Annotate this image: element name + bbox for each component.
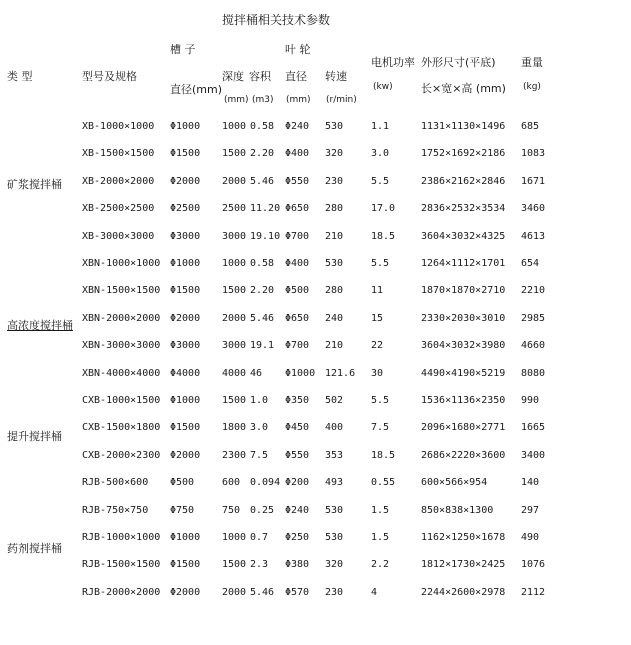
dimensions-cell: 2836×2532×3534 [421,203,506,215]
tank-depth-cell: 1000 [222,532,247,543]
category-label: 药剂搅拌桶 [7,542,62,555]
motor-power-cell: 4 [371,586,378,598]
tank-depth-cell: 1500 [222,148,247,160]
dimensions-cell: 1264×1112×1701 [421,258,506,269]
weight-header: 重量 [521,56,543,69]
impeller-speed-cell: 502 [325,395,344,406]
impeller-diameter-cell: Φ450 [285,422,310,434]
model-cell: RJB-1000×1000 [82,532,161,543]
weight-cell: 490 [521,532,540,543]
dimensions-cell: 2244×2600×2978 [421,586,506,598]
table-row [0,120,631,146]
weight-cell: 1076 [521,559,546,571]
weight-cell: 2985 [521,312,546,324]
tank-group-header: 槽 子 [170,43,196,56]
motor-power-cell: 0.55 [371,477,396,489]
tank-depth-cell: 2000 [222,586,247,598]
tank-volume-cell: 19.1 [250,340,275,352]
tank-diameter-cell: Φ750 [170,504,195,516]
table-row [0,394,631,420]
model-cell: CXB-1500×1800 [82,422,161,434]
model-cell: XBN-1500×1500 [82,285,161,297]
impeller-speed-cell: 400 [325,422,344,434]
model-cell: XBN-3000×3000 [82,340,161,352]
weight-cell: 2112 [521,586,546,598]
weight-cell: 4613 [521,230,546,242]
impeller-speed-cell: 280 [325,203,344,215]
tank-depth-cell: 2300 [222,449,247,461]
dimensions-cell: 1131×1130×1496 [421,121,506,132]
tank-volume-cell: 11.20 [250,203,281,215]
tank-volume-cell: 2.20 [250,285,275,297]
tank-depth-cell: 1000 [222,258,247,269]
impeller-diameter-cell: Φ240 [285,121,310,132]
impeller-speed-cell: 240 [325,312,344,324]
motor-power-cell: 18.5 [371,230,396,242]
tank-depth-cell: 3000 [222,340,247,352]
table-row [0,421,631,447]
impeller-diameter-cell: Φ240 [285,504,310,516]
motor-power-cell: 3.0 [371,148,390,160]
tank-depth-cell: 1500 [222,559,247,571]
volume-unit: (m3) [252,95,274,105]
impeller-speed-cell: 210 [325,230,344,242]
impeller-diameter-cell: Φ200 [285,477,310,489]
motor-power-cell: 11 [371,285,384,297]
weight-cell: 654 [521,258,540,269]
weight-cell: 685 [521,121,540,132]
motor-power-cell: 5.5 [371,258,390,269]
tank-depth-cell: 750 [222,504,241,516]
motor-power-cell: 5.5 [371,395,390,406]
model-cell: CXB-1000×1500 [82,395,161,406]
tank-diameter-cell: Φ4000 [170,367,201,379]
tank-volume-cell: 0.58 [250,258,275,269]
table-row [0,504,631,530]
model-cell: XBN-4000×4000 [82,367,161,379]
motor-power-cell: 1.5 [371,504,390,516]
model-header: 型号及规格 [82,70,137,83]
tank-volume-cell: 1.0 [250,395,269,406]
impeller-group-header: 叶 轮 [285,43,311,56]
dimensions-cell: 2096×1680×2771 [421,422,506,434]
impeller-diameter-header: 直径 [285,70,307,83]
tank-depth-cell: 3000 [222,230,247,242]
impeller-diameter-cell: Φ500 [285,285,310,297]
dimensions-cell: 1162×1250×1678 [421,532,506,543]
tank-volume-cell: 0.7 [250,532,269,543]
impeller-diameter-cell: Φ250 [285,532,310,543]
dims-sub-header: 长×宽×高 (mm) [421,82,506,95]
tank-diameter-cell: Φ1000 [170,532,201,543]
dimensions-cell: 1812×1730×2425 [421,559,506,571]
impeller-diameter-cell: Φ700 [285,340,310,352]
tank-volume-cell: 5.46 [250,312,275,324]
dimensions-cell: 1870×1870×2710 [421,285,506,297]
volume-header: 容积 [249,70,271,83]
table-row [0,367,631,393]
tank-diameter-cell: Φ2000 [170,449,201,461]
impeller-diameter-cell: Φ650 [285,203,310,215]
tank-diameter-cell: Φ2500 [170,203,201,215]
impeller-speed-cell: 353 [325,449,344,461]
impeller-speed-cell: 121.6 [325,367,356,379]
tank-volume-cell: 2.20 [250,148,275,160]
power-unit: (kw) [373,82,393,92]
speed-header: 转速 [325,70,347,83]
model-cell: CXB-2000×2300 [82,449,161,461]
tank-diameter-cell: Φ1500 [170,559,201,571]
tank-volume-cell: 5.46 [250,175,275,187]
motor-power-cell: 17.0 [371,203,396,215]
tank-volume-cell: 3.0 [250,422,269,434]
model-cell: RJB-750×750 [82,504,149,516]
table-row [0,175,631,201]
tank-diameter-cell: Φ1500 [170,422,201,434]
model-cell: XBN-2000×2000 [82,312,161,324]
model-cell: RJB-2000×2000 [82,586,161,598]
weight-cell: 1665 [521,422,546,434]
motor-power-cell: 2.2 [371,559,390,571]
power-header: 电机功率 [371,56,415,69]
weight-cell: 140 [521,477,540,489]
tank-diameter-cell: Φ3000 [170,340,201,352]
model-cell: RJB-500×600 [82,477,149,489]
motor-power-cell: 30 [371,367,384,379]
impeller-diameter-cell: Φ550 [285,175,310,187]
motor-power-cell: 7.5 [371,422,390,434]
tank-depth-cell: 1800 [222,422,247,434]
motor-power-cell: 1.1 [371,121,390,132]
impeller-diameter-unit: (mm) [286,95,311,105]
document-title: 搅拌桶相关技术参数 [222,13,331,27]
impeller-diameter-cell: Φ350 [285,395,310,406]
weight-unit: (kg) [523,82,541,92]
model-cell: XBN-1000×1000 [82,258,161,269]
tank-volume-cell: 0.25 [250,504,275,516]
tank-depth-cell: 1500 [222,285,247,297]
dimensions-cell: 2386×2162×2846 [421,175,506,187]
table-row [0,312,631,338]
impeller-speed-cell: 493 [325,477,344,489]
motor-power-cell: 1.5 [371,532,390,543]
impeller-speed-cell: 530 [325,121,344,132]
table-row [0,531,631,557]
tank-depth-cell: 2000 [222,175,247,187]
table-row [0,202,631,228]
tank-depth-cell: 1000 [222,121,247,132]
tank-depth-cell: 2500 [222,203,247,215]
dimensions-cell: 3604×3032×4325 [421,230,506,242]
tank-volume-cell: 0.58 [250,121,275,132]
impeller-diameter-cell: Φ380 [285,559,310,571]
impeller-diameter-cell: Φ650 [285,312,310,324]
tank-diameter-cell: Φ3000 [170,230,201,242]
table-row [0,147,631,173]
impeller-speed-cell: 320 [325,559,344,571]
table-row [0,586,631,612]
weight-cell: 3460 [521,203,546,215]
tank-diameter-cell: Φ1500 [170,148,201,160]
tank-volume-cell: 7.5 [250,449,269,461]
tank-diameter-cell: Φ2000 [170,175,201,187]
impeller-diameter-cell: Φ550 [285,449,310,461]
depth-unit: (mm) [224,95,249,105]
speed-unit: (r/min) [326,95,357,105]
impeller-diameter-cell: Φ700 [285,230,310,242]
dimensions-cell: 4490×4190×5219 [421,367,506,379]
category-label: 矿浆搅拌桶 [7,178,62,191]
type-header: 类 型 [7,70,33,83]
depth-header: 深度 [222,70,244,83]
model-cell: RJB-1500×1500 [82,559,161,571]
category-label: 高浓度搅拌桶 [7,319,73,332]
table-row [0,558,631,584]
tank-diameter-cell: Φ1000 [170,258,201,269]
tank-diameter-cell: Φ1500 [170,285,201,297]
tank-diameter-cell: Φ1000 [170,395,201,406]
dimensions-cell: 850×838×1300 [421,504,494,516]
motor-power-cell: 22 [371,340,384,352]
tank-volume-cell: 5.46 [250,586,275,598]
impeller-speed-cell: 320 [325,148,344,160]
dims-header: 外形尺寸(平底) [421,56,496,69]
impeller-speed-cell: 530 [325,504,344,516]
impeller-speed-cell: 530 [325,532,344,543]
weight-cell: 8080 [521,367,546,379]
tank-volume-cell: 46 [250,367,263,379]
tank-volume-cell: 0.094 [250,477,281,489]
weight-cell: 297 [521,504,540,516]
motor-power-cell: 18.5 [371,449,396,461]
tank-depth-cell: 4000 [222,367,247,379]
diameter-header: 直径(mm) [170,83,223,96]
impeller-diameter-cell: Φ1000 [285,367,316,379]
impeller-diameter-cell: Φ570 [285,586,310,598]
impeller-speed-cell: 230 [325,586,344,598]
dimensions-cell: 2686×2220×3600 [421,449,506,461]
tank-diameter-cell: Φ2000 [170,312,201,324]
dimensions-cell: 3604×3032×3980 [421,340,506,352]
table-row [0,339,631,365]
tank-volume-cell: 19.10 [250,230,281,242]
tank-depth-cell: 600 [222,477,241,489]
table-row [0,284,631,310]
dimensions-cell: 1752×1692×2186 [421,148,506,160]
model-cell: XB-3000×3000 [82,230,155,242]
impeller-speed-cell: 280 [325,285,344,297]
weight-cell: 1083 [521,148,546,160]
weight-cell: 2210 [521,285,546,297]
category-label: 提升搅拌桶 [7,430,62,443]
table-row [0,449,631,475]
dimensions-cell: 2330×2030×3010 [421,312,506,324]
model-cell: XB-2000×2000 [82,175,155,187]
motor-power-cell: 15 [371,312,384,324]
tank-diameter-cell: Φ2000 [170,586,201,598]
model-cell: XB-2500×2500 [82,203,155,215]
tank-diameter-cell: Φ500 [170,477,195,489]
table-row [0,230,631,256]
motor-power-cell: 5.5 [371,175,390,187]
impeller-speed-cell: 210 [325,340,344,352]
tank-volume-cell: 2.3 [250,559,269,571]
weight-cell: 1671 [521,175,546,187]
tank-diameter-cell: Φ1000 [170,121,201,132]
model-cell: XB-1500×1500 [82,148,155,160]
tank-depth-cell: 1500 [222,395,247,406]
model-cell: XB-1000×1000 [82,121,155,132]
weight-cell: 990 [521,395,540,406]
impeller-speed-cell: 530 [325,258,344,269]
weight-cell: 4660 [521,340,546,352]
dimensions-cell: 600×566×954 [421,477,488,489]
table-row [0,257,631,283]
tank-depth-cell: 2000 [222,312,247,324]
dimensions-cell: 1536×1136×2350 [421,395,506,406]
table-row [0,476,631,502]
impeller-diameter-cell: Φ400 [285,148,310,160]
impeller-speed-cell: 230 [325,175,344,187]
impeller-diameter-cell: Φ400 [285,258,310,269]
weight-cell: 3400 [521,449,546,461]
